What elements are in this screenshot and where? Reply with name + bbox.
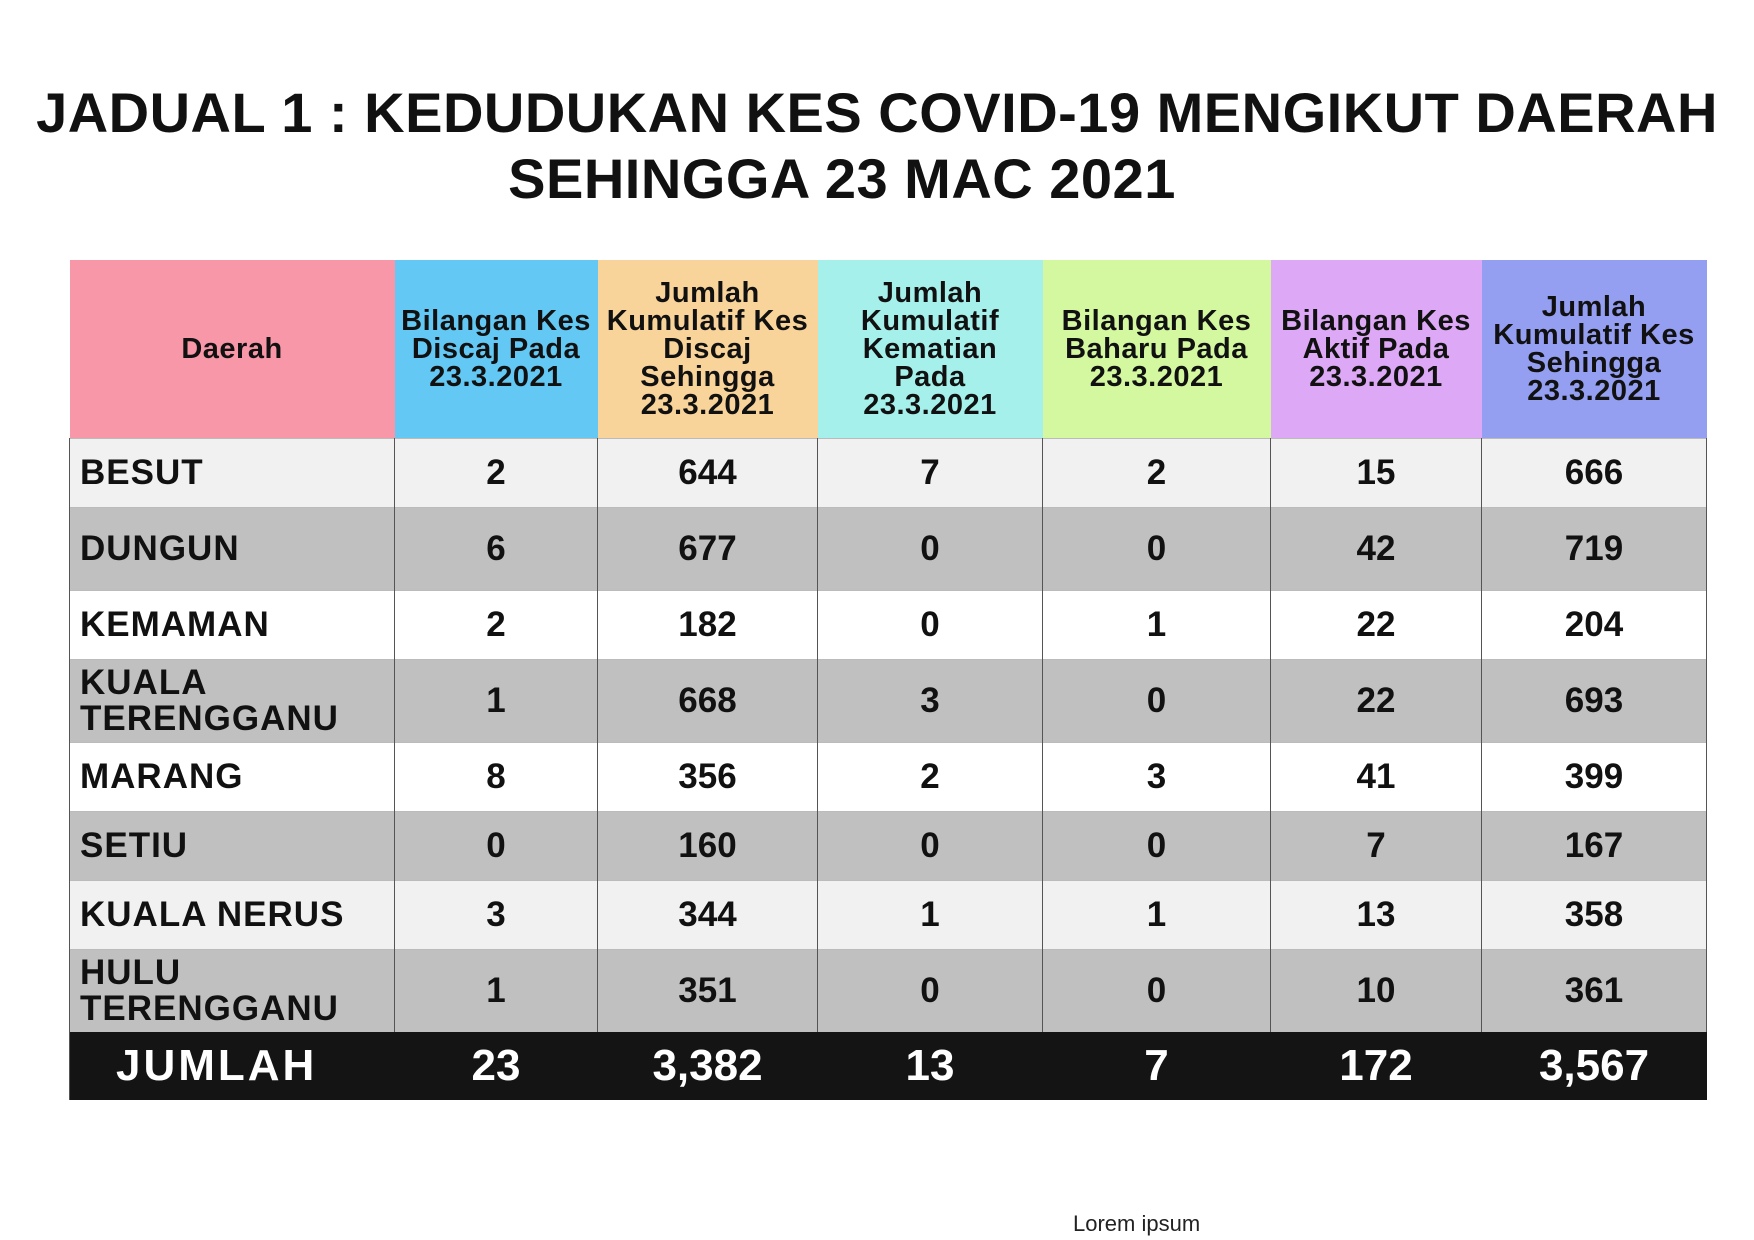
cell-daerah: KUALA TERENGGANU [70,660,395,743]
cell-aktif: 15 [1271,439,1482,508]
cell-baharu: 0 [1043,812,1271,881]
cell-aktif: 10 [1271,950,1482,1033]
total-label: JUMLAH [70,1032,395,1100]
cell-kumulatif-kes: 167 [1482,812,1707,881]
cell-kematian: 0 [818,508,1043,591]
title-line-1: JADUAL 1 : KEDUDUKAN KES COVID-19 MENGIKUT DAERAH [36,81,1718,144]
cell-aktif: 42 [1271,508,1482,591]
cell-kumulatif-discaj: 356 [598,743,818,812]
cell-daerah: DUNGUN [70,508,395,591]
cell-baharu: 1 [1043,591,1271,660]
cell-discaj: 2 [395,591,598,660]
total-kematian: 13 [818,1032,1043,1100]
total-discaj: 23 [395,1032,598,1100]
total-baharu: 7 [1043,1032,1271,1100]
cell-daerah: KEMAMAN [70,591,395,660]
cell-baharu: 1 [1043,881,1271,950]
cell-kumulatif-kes: 719 [1482,508,1707,591]
cell-kumulatif-kes: 666 [1482,439,1707,508]
header-jumlah-kumulatif-kes-discaj: Jumlah Kumulatif Kes Discaj Sehingga 23.3.2021 [598,260,818,439]
cell-baharu: 0 [1043,660,1271,743]
cell-baharu: 3 [1043,743,1271,812]
title-line-2: SEHINGGA 23 MAC 2021 [508,147,1176,210]
cell-kematian: 7 [818,439,1043,508]
cell-kumulatif-discaj: 351 [598,950,818,1033]
cell-discaj: 0 [395,812,598,881]
cell-discaj: 1 [395,660,598,743]
cell-kematian: 0 [818,812,1043,881]
header-jumlah-kumulatif-kematian: Jumlah Kumulatif Kematian Pada 23.3.2021 [818,260,1043,439]
cell-daerah: HULU TERENGGANU [70,950,395,1033]
cell-kumulatif-discaj: 668 [598,660,818,743]
cell-kumulatif-kes: 204 [1482,591,1707,660]
cell-discaj: 8 [395,743,598,812]
cell-kumulatif-discaj: 160 [598,812,818,881]
footer-note: Lorem ipsum [1073,1211,1201,1236]
table-row [70,660,1707,743]
table-row [70,508,1707,591]
cell-kumulatif-kes: 358 [1482,881,1707,950]
table-row [70,950,1707,1033]
header-bilangan-kes-discaj: Bilangan Kes Discaj Pada 23.3.2021 [395,260,598,439]
cell-discaj: 6 [395,508,598,591]
header-bilangan-kes-baharu: Bilangan Kes Baharu Pada 23.3.2021 [1043,260,1271,439]
cell-baharu: 0 [1043,950,1271,1033]
cell-daerah: MARANG [70,743,395,812]
total-aktif: 172 [1271,1032,1482,1100]
cell-aktif: 7 [1271,812,1482,881]
cell-daerah: KUALA NERUS [70,881,395,950]
cell-kumulatif-kes: 361 [1482,950,1707,1033]
cell-discaj: 2 [395,439,598,508]
cell-kematian: 0 [818,591,1043,660]
cell-kumulatif-discaj: 644 [598,439,818,508]
cell-aktif: 13 [1271,881,1482,950]
cell-kematian: 0 [818,950,1043,1033]
cell-daerah: SETIU [70,812,395,881]
header-daerah: Daerah [70,260,395,439]
cell-kumulatif-kes: 693 [1482,660,1707,743]
covid-district-table [69,260,1707,1100]
cell-aktif: 22 [1271,591,1482,660]
cell-baharu: 0 [1043,508,1271,591]
cell-kematian: 2 [818,743,1043,812]
cell-kumulatif-discaj: 182 [598,591,818,660]
total-kumulatif-discaj: 3,382 [598,1032,818,1100]
cell-aktif: 41 [1271,743,1482,812]
page-title [0,80,1754,212]
cell-baharu: 2 [1043,439,1271,508]
cell-aktif: 22 [1271,660,1482,743]
cell-kumulatif-discaj: 344 [598,881,818,950]
cell-daerah: BESUT [70,439,395,508]
cell-kumulatif-kes: 399 [1482,743,1707,812]
cell-discaj: 1 [395,950,598,1033]
cell-kematian: 1 [818,881,1043,950]
cell-kematian: 3 [818,660,1043,743]
header-jumlah-kumulatif-kes: Jumlah Kumulatif Kes Sehingga 23.3.2021 [1482,260,1707,439]
table-row [70,439,1707,508]
table-row [70,812,1707,881]
table-row [70,881,1707,950]
table-row [70,591,1707,660]
total-row [70,1032,1707,1100]
header-row [70,260,1707,439]
total-kumulatif-kes: 3,567 [1482,1032,1707,1100]
table-row [70,743,1707,812]
cell-kumulatif-discaj: 677 [598,508,818,591]
header-bilangan-kes-aktif: Bilangan Kes Aktif Pada 23.3.2021 [1271,260,1482,439]
cell-discaj: 3 [395,881,598,950]
